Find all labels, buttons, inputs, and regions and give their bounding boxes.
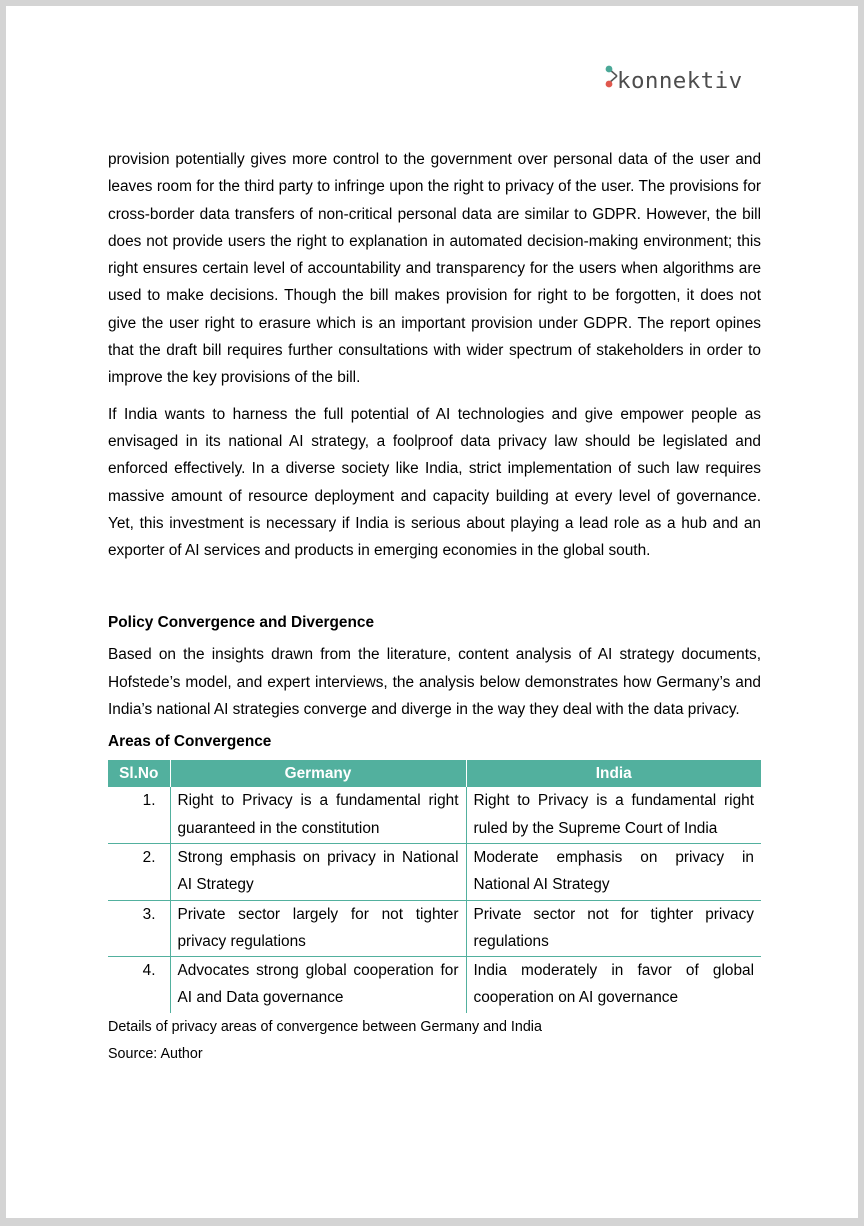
table-header-row xyxy=(108,760,761,787)
row-number: 1. xyxy=(108,787,170,843)
table-row xyxy=(108,957,761,1013)
paragraph-2: If India wants to harness the full potential of AI technologies and give empower people as envisaged in its national AI strategy, a foolproof data privacy law should be legislated and enforced effectively. In a diverse society like India, strict implementation of such law requires massive amount of resource deployment and capacity building at every level of governance. Yet, this investment is necessary if India is serious about playing a lead role as a hub and an exporter of AI services and products in emerging economies in the global south. xyxy=(108,405,761,560)
document-page xyxy=(6,6,858,1218)
india-cell: Right to Privacy is a fundamental right ruled by the Supreme Court of India xyxy=(466,787,761,843)
header-germany: Germany xyxy=(170,760,466,787)
paragraph-1: provision potentially gives more control to the government over personal data of the user and leaves room for the third party to infringe upon the right to privacy of the user. The provisions for cross-border data transfers of non-critical personal data are similar to GDPR. However, the bill does not provide users the right to explanation in automated decision-making environment; this right ensures certain level of accountability and transparency for the users when algorithms are used to make decisions. Though the bill makes provision for right to be forgotten, it does not give the user right to erasure which is an important provision under GDPR. The report opines that the draft bill requires further consultations with wider spectrum of stakeholders in order to improve the key provisions of the bill. xyxy=(108,151,761,387)
germany-cell: Private sector largely for not tighter privacy regulations xyxy=(170,900,466,957)
germany-cell: Right to Privacy is a fundamental right guaranteed in the constitution xyxy=(170,787,466,843)
table-row xyxy=(108,900,761,957)
table-caption: Details of privacy areas of convergence between Germany and India xyxy=(108,1018,542,1035)
germany-cell: Strong emphasis on privacy in National AI Strategy xyxy=(170,843,466,900)
konnektiv-logo xyxy=(602,62,772,98)
header-slno: Sl.No xyxy=(108,760,170,787)
india-cell: Private sector not for tighter privacy regulations xyxy=(466,900,761,957)
table-heading: Areas of Convergence xyxy=(108,733,272,751)
germany-cell: Advocates strong global cooperation for AI and Data governance xyxy=(170,957,466,1013)
header-india: India xyxy=(466,760,761,787)
table-row xyxy=(108,843,761,900)
content xyxy=(108,146,761,1067)
row-number: 2. xyxy=(108,843,170,900)
convergence-table xyxy=(108,760,761,1012)
section-heading: Policy Convergence and Divergence xyxy=(108,614,375,632)
india-cell: India moderately in favor of global cooperation on AI governance xyxy=(473,962,754,1007)
logo-wordmark: konnektiv xyxy=(617,68,743,94)
paragraph-3: Based on the insights drawn from the literature, content analysis of AI strategy documents, Hofstede’s model, and expert interviews, the analysis below demonstrates how Germany’s and India’s national AI strategies converge and diverge in the way they deal with the data privacy. xyxy=(108,646,761,719)
table-source: Source: Author xyxy=(108,1045,203,1062)
india-cell: Moderate emphasis on privacy in National AI Strategy xyxy=(466,843,761,900)
row-number: 4. xyxy=(108,957,170,1013)
table-row xyxy=(108,787,761,843)
row-number: 3. xyxy=(108,900,170,957)
